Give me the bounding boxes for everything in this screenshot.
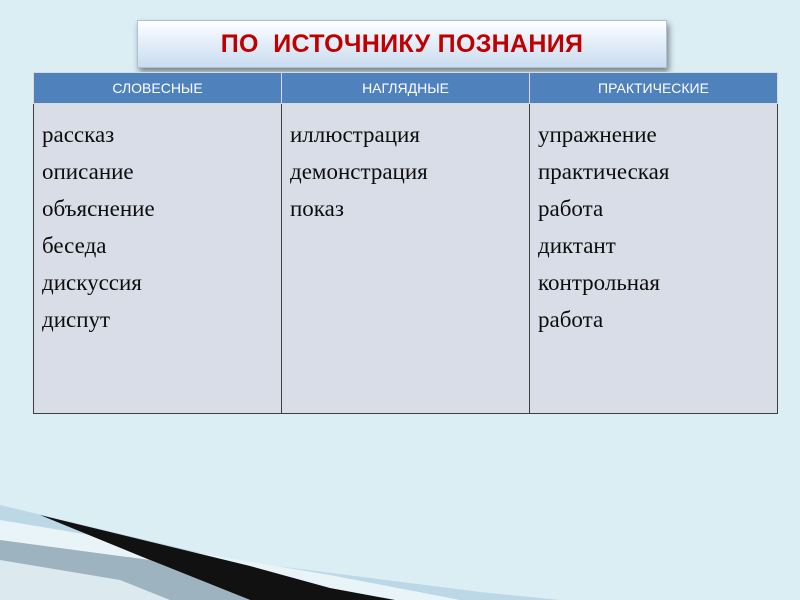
title-banner xyxy=(137,20,667,68)
list-item: работа xyxy=(538,196,604,221)
cell-verbal xyxy=(34,104,282,414)
methods-table xyxy=(33,72,778,414)
list-item: рассказ xyxy=(42,122,115,147)
list-item: диктант xyxy=(538,233,616,258)
list-item: иллюстрация xyxy=(290,122,420,147)
header-visual: НАГЛЯДНЫЕ xyxy=(282,73,530,104)
list-item: беседа xyxy=(42,233,107,258)
list-item: дискуссия xyxy=(42,270,142,295)
decor-light-wave xyxy=(0,505,560,600)
list-item: упражнение xyxy=(538,122,657,147)
list-item: описание xyxy=(42,159,134,184)
cell-visual xyxy=(282,104,530,414)
list-item: практическая xyxy=(538,159,670,184)
list-item: объяснение xyxy=(42,196,155,221)
list-item: контрольная xyxy=(538,270,660,295)
decor-pale-wave xyxy=(0,520,460,600)
decor-dark-stripe xyxy=(40,515,395,600)
list-item: диспут xyxy=(42,307,111,332)
cell-practical xyxy=(530,104,778,414)
list-item: показ xyxy=(290,196,344,221)
table-header-row xyxy=(34,73,778,104)
slide-title: ПО ИСТОЧНИКУ ПОЗНАНИЯ xyxy=(220,29,584,58)
list-item: работа xyxy=(538,307,604,332)
decor-gray-band xyxy=(0,540,250,600)
header-verbal: СЛОВЕСНЫЕ xyxy=(34,73,282,104)
decor-pale-band xyxy=(0,560,170,600)
table-row xyxy=(34,104,778,414)
header-practical: ПРАКТИЧЕСКИЕ xyxy=(530,73,778,104)
list-item: демонстрация xyxy=(290,159,428,184)
